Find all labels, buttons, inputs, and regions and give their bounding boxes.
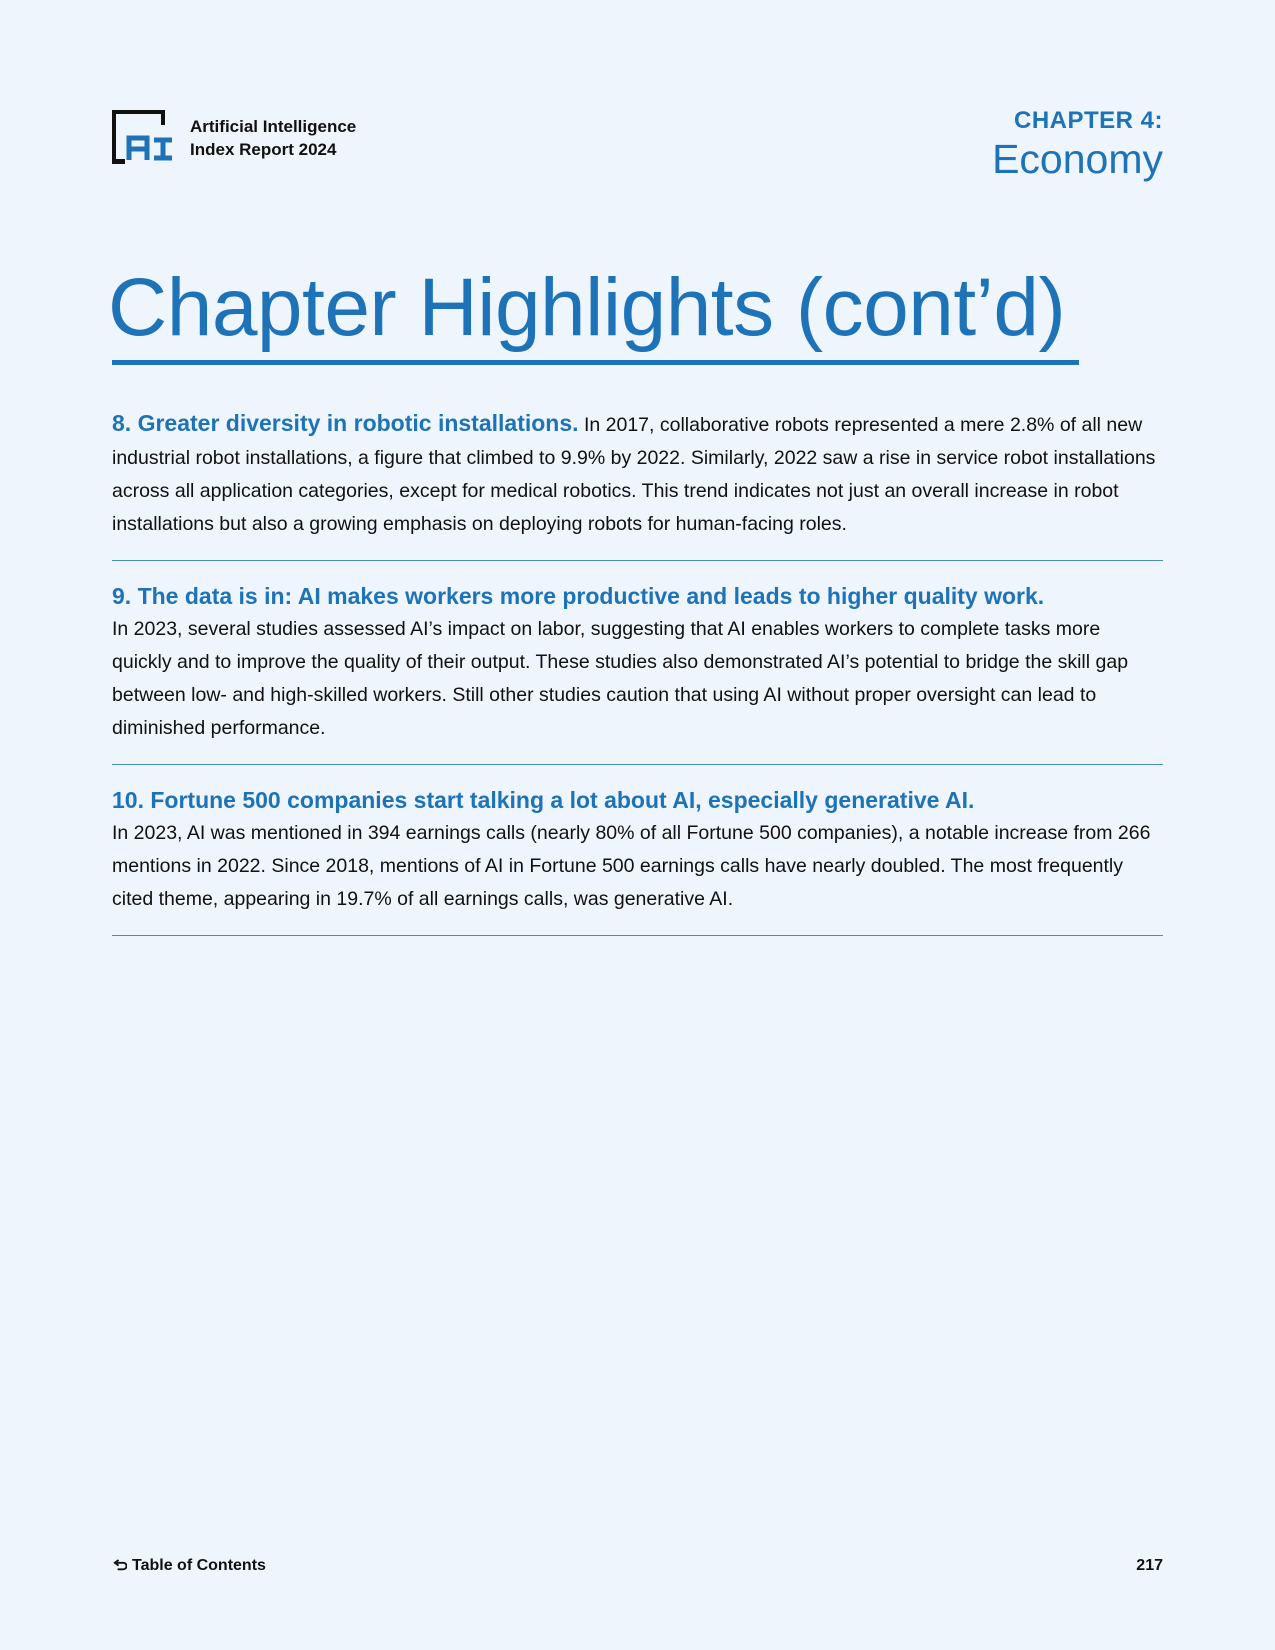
table-of-contents-label: Table of Contents [132, 1557, 266, 1574]
page-title: Chapter Highlights (cont’d) [108, 262, 1066, 353]
highlight-item-9 [112, 580, 1163, 765]
highlights-list [112, 407, 1163, 955]
table-of-contents-link[interactable] [112, 1557, 266, 1575]
highlight-heading: 9. The data is in: AI makes workers more productive and leads to higher quality work. [112, 583, 1045, 609]
highlight-heading: 10. Fortune 500 companies start talking a lot about AI, especially generative AI. [112, 787, 975, 813]
report-name-line2: Index Report 2024 [190, 140, 337, 159]
highlight-item-8 [112, 407, 1163, 561]
highlight-paragraph [112, 407, 1163, 541]
highlight-paragraph [112, 580, 1163, 745]
highlight-paragraph [112, 784, 1163, 916]
report-name [190, 115, 356, 161]
report-name-line1: Artificial Intelligence [190, 117, 357, 136]
highlight-item-10 [112, 784, 1163, 936]
highlight-body: In 2023, AI was mentioned in 394 earnings calls (nearly 80% of all Fortune 500 companies), a notable increase from 266 mentions in 2022. Since 2018, mentions of AI in Fortune 500 earnings calls have nearly doubled. The most frequently cited theme, appearing in 19.7% of all earnings calls, was generative AI. [112, 822, 1151, 910]
chapter-label: CHAPTER 4: [1013, 107, 1163, 134]
report-logo [112, 110, 356, 166]
page-number: 217 [1136, 1557, 1163, 1574]
chapter-header [992, 106, 1163, 182]
chapter-name: Economy [992, 136, 1163, 182]
highlight-body: In 2023, several studies assessed AI’s impact on labor, suggesting that AI enables workers to complete tasks more quickly and to improve the quality of their output. These studies also demonstrated AI’s potential to bridge the skill gap between low- and high-skilled workers. Still other studies caution that using AI without proper oversight can lead to diminished performance. [112, 618, 1129, 739]
ai-index-logo-icon [112, 110, 174, 166]
title-underline [112, 360, 1079, 365]
return-arrow-icon [112, 1559, 127, 1574]
highlight-heading: 8. Greater diversity in robotic installations. [112, 410, 579, 436]
highlight-body: In 2017, collaborative robots represented a mere 2.8% of all new industrial robot installations, a figure that climbed to 9.9% by 2022. Similarly, 2022 saw a rise in service robot installations across all application categories, except for medical robotics. This trend indicates not just an overall increase in robot installations but also a growing emphasis on deploying robots for human-facing roles. [112, 414, 1156, 535]
